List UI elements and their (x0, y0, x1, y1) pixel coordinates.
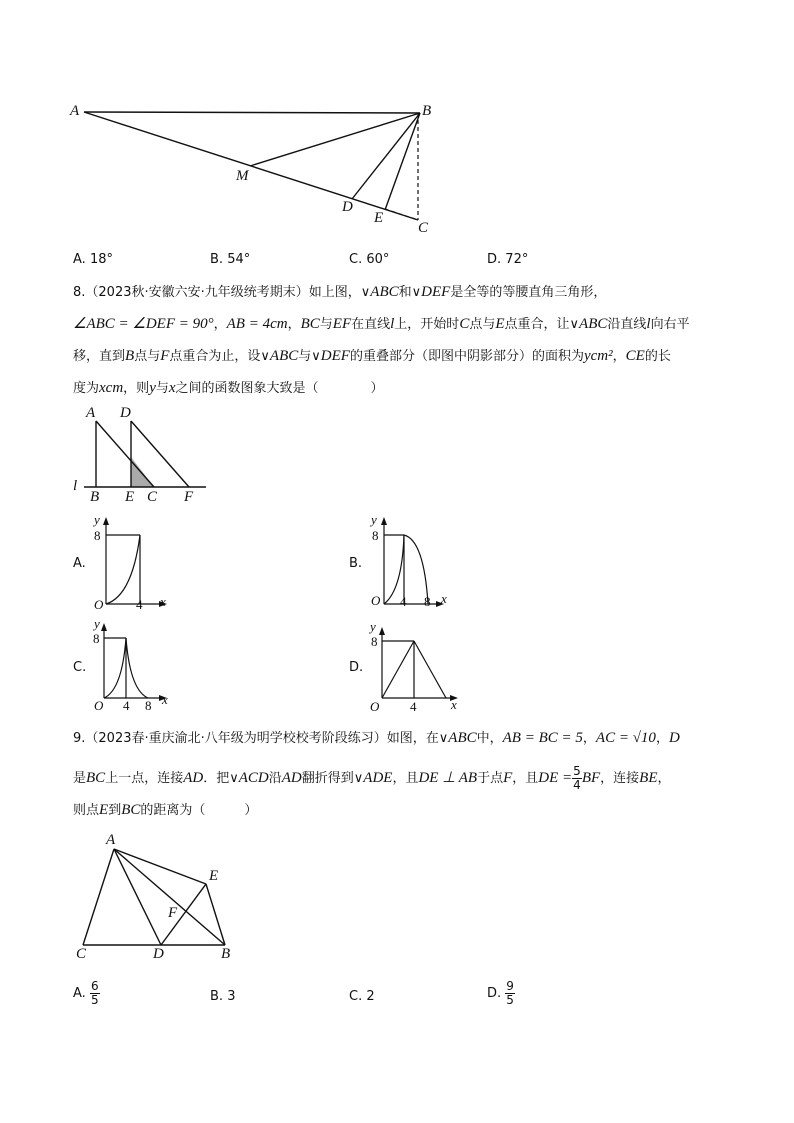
q8-option-c[interactable]: C. (73, 660, 87, 675)
option-text: 18° (89, 252, 113, 267)
q8-label-b: B (90, 489, 100, 505)
graph-a-4-label: 4 (136, 597, 143, 612)
q9-line-1: 9.（2023春·重庆渝北·八年级为明学校校考阶段练习）如图，在∨ABC中，AB = BC = 5，AC = √10，D (73, 730, 680, 746)
graph-a-8-label: 8 (94, 528, 101, 543)
q9-label-f: F (168, 905, 178, 921)
option-text: 3 (227, 989, 236, 1004)
q9-line-3: 则点E到BC的距离为（ ） (73, 802, 258, 818)
option-text: 54° (227, 252, 251, 267)
graph-d-8-label: 8 (371, 634, 378, 649)
graph-a-y-label: y (94, 512, 100, 527)
graph-a-x-label: x (160, 594, 166, 609)
graph-c-4-label: 4 (123, 698, 130, 713)
graph-d-y-label: y (370, 619, 376, 634)
q9-label-a: A (106, 832, 116, 848)
graph-b-y-label: y (371, 512, 377, 527)
option-fraction: $\frac{9}{5}$ (506, 979, 514, 1007)
q9-option-c[interactable] (349, 989, 375, 1004)
option-key: D. (487, 252, 502, 267)
graph-d-4-label: 4 (410, 699, 417, 714)
q8-label-f: F (184, 489, 194, 505)
q7-label-m: M (236, 168, 249, 184)
q7-label-e: E (374, 210, 384, 226)
graph-d-o-label: O (370, 699, 380, 714)
q7-label-b: B (422, 103, 432, 119)
option-key: A. (73, 986, 86, 1001)
q9-option-d[interactable] (487, 980, 515, 1007)
q8-line-3: 移，直到B点与F点重合为止，设∨ABC与∨DEF的重叠部分（即图中阴影部分）的面积为ycm²，CE的长 (73, 348, 671, 364)
graph-b-8-label: 8 (372, 528, 379, 543)
q8-label-l: l (73, 478, 78, 494)
q8-line-2: ∠ABC = ∠DEF = 90°，AB = 4cm，BC与EF在直线l上，开始时C点与E点重合，让∨ABC沿直线l向右平 (73, 316, 690, 332)
q8-line-4: 度为xcm，则y与x之间的函数图象大致是（ ） (73, 380, 384, 396)
q8-label-a: A (86, 405, 96, 421)
option-key: C. (349, 989, 363, 1004)
q8-option-b[interactable]: B. (349, 556, 363, 571)
option-key: D. (487, 986, 502, 1001)
q9-line-2: 是BC上一点，连接AD．把∨ACD沿AD翻折得到∨ADE，且DE ⊥ AB于点F，且DE = $\frac{5}{4}$ BF，连接BE， (73, 764, 671, 792)
q8-option-a[interactable]: A. (73, 556, 86, 571)
graph-d-x-label: x (451, 697, 457, 712)
graph-c-8x-label: 8 (145, 698, 152, 713)
option-text: 2 (366, 989, 375, 1004)
graph-b-o-label: O (371, 593, 381, 608)
graph-c-8-label: 8 (93, 631, 100, 646)
option-key: C. (349, 252, 363, 267)
q8-label-c: C (147, 489, 158, 505)
q7-label-c: C (418, 220, 429, 236)
q9-label-c: C (76, 946, 87, 962)
option-key: A. (73, 252, 86, 267)
q9-segment-eb (206, 884, 225, 945)
q9-option-b[interactable] (210, 989, 235, 1004)
graph-c-x-label: x (162, 692, 168, 707)
graph-b-8x-label: 8 (424, 594, 431, 609)
q7-label-a: A (70, 103, 80, 119)
q8-label-d: D (120, 405, 131, 421)
q9-segment-ad (114, 849, 161, 945)
q9-option-a[interactable] (73, 980, 100, 1007)
graph-c-y-label: y (94, 616, 100, 631)
q8-label-e: E (125, 489, 135, 505)
option-key: B. (210, 252, 224, 267)
q9-fraction-5-4: $\frac{5}{4}$ (573, 764, 581, 792)
q8-option-d[interactable]: D. (349, 660, 364, 675)
q9-label-b: B (221, 946, 231, 962)
q7-label-d: D (342, 199, 353, 215)
q8-line-1: 8.（2023秋·安徽六安·九年级统考期末）如上图，∨ABC和∨DEF是全等的等腰直角三角形， (73, 284, 607, 300)
q9-label-d: D (153, 946, 164, 962)
graph-c-o-label: O (94, 698, 104, 713)
graph-b-x-label: x (441, 591, 447, 606)
q9-segment-ab (114, 849, 225, 945)
option-key: B. (210, 989, 224, 1004)
graph-a-o-label: O (94, 597, 104, 612)
option-text: 60° (366, 252, 390, 267)
q9-label-e: E (209, 868, 219, 884)
graph-b-4-label: 4 (400, 594, 407, 609)
option-text: 72° (505, 252, 529, 267)
q9-segment-ac (83, 849, 114, 945)
option-fraction: $\frac{6}{5}$ (90, 979, 99, 1007)
